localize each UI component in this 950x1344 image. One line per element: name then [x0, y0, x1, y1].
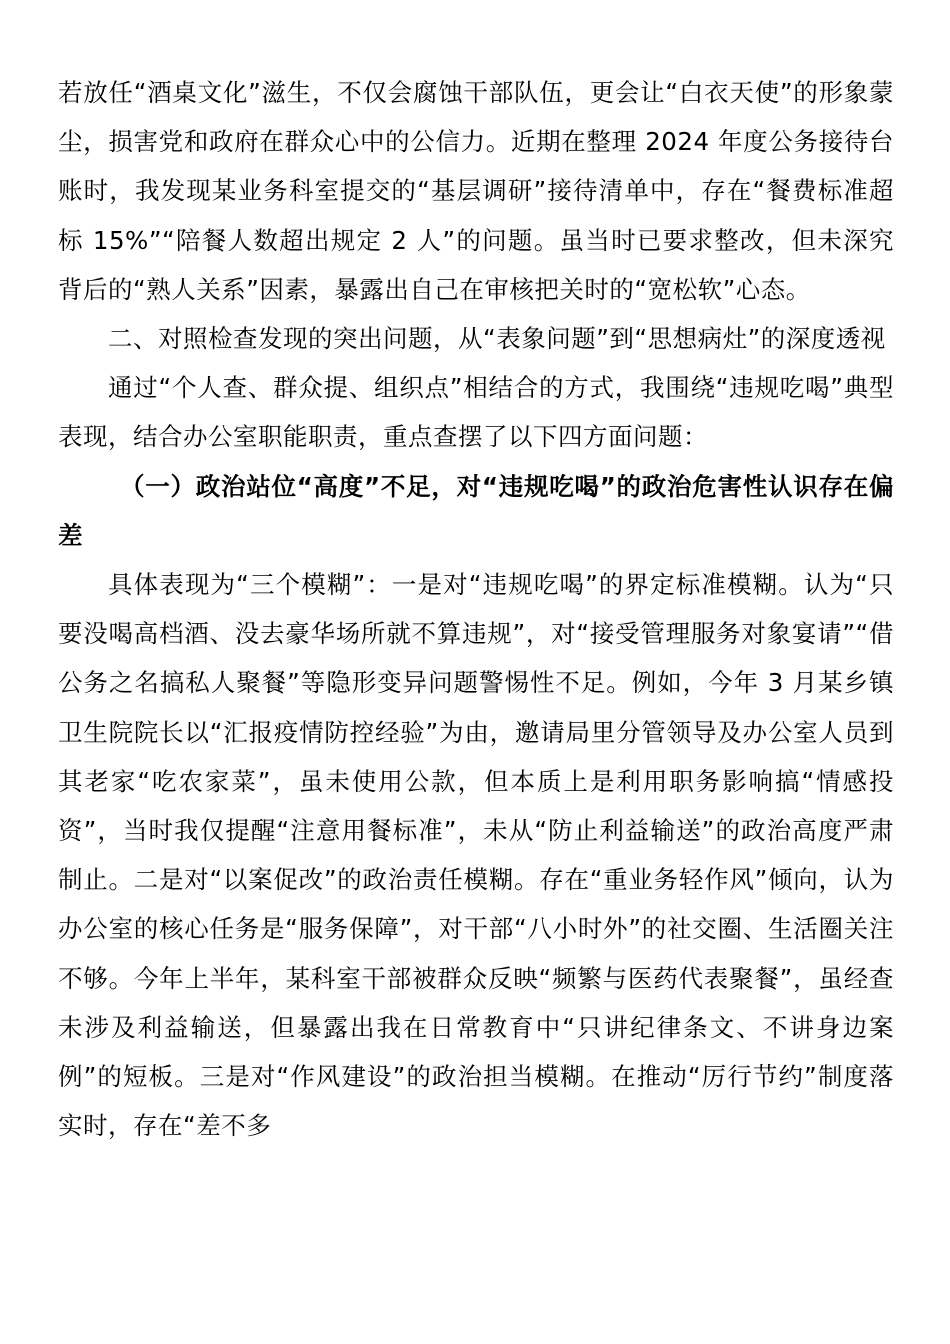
- paragraph-intro: 通过“个人查、群众提、组织点”相结合的方式，我围绕“违规吃喝”典型表现，结合办公室职能职责，重点查摆了以下四方面问题：: [58, 373, 894, 452]
- paragraph-continuation: 若放任“酒桌文化”滋生，不仅会腐蚀干部队伍，更会让“白衣天使”的形象蒙尘，损害党和政府在群众心中的公信力。近期在整理 2024 年度公务接待台账时，我发现某业务科室提交的“基层调研”接待清单中，存在“餐费标准超标 15%”“陪餐人数超出规定 2 人”的问题。虽当时已要求整改，但未深究背后的“熟人关系”因素，暴露出自己在审核把关时的“宽松软”心态。: [58, 78, 894, 304]
- subheading-one: （一）政治站位“高度”不足，对“违规吃喝”的政治危害性认识存在偏差: [58, 471, 894, 550]
- paragraph-details: 具体表现为“三个模糊”：一是对“违规吃喝”的界定标准模糊。认为“只要没喝高档酒、没去豪华场所就不算违规”，对“接受管理服务对象宴请”“借公务之名搞私人聚餐”等隐形变异问题警惕性不足。例如，今年 3 月某乡镇卫生院院长以“汇报疫情防控经验”为由，邀请局里分管领导及办公室人员到其老家“吃农家菜”，虽未使用公款，但本质上是利用职务影响搞“情感投资”，当时我仅提醒“注意用餐标准”，未从“防止利益输送”的政治高度严肃制止。二是对“以案促改”的政治责任模糊。存在“重业务轻作风”倾向，认为办公室的核心任务是“服务保障”，对干部“八小时外”的社交圈、生活圈关注不够。今年上半年，某科室干部被群众反映“频繁与医药代表聚餐”，虽经查未涉及利益输送，但暴露出我在日常教育中“只讲纪律条文、不讲身边案例”的短板。三是对“作风建设”的政治担当模糊。在推动“厉行节约”制度落实时，存在“差不多: [58, 570, 894, 1141]
- document-page: [58, 68, 894, 1150]
- section-heading-two: 二、对照检查发现的突出问题，从“表象问题”到“思想病灶”的深度透视: [108, 324, 886, 354]
